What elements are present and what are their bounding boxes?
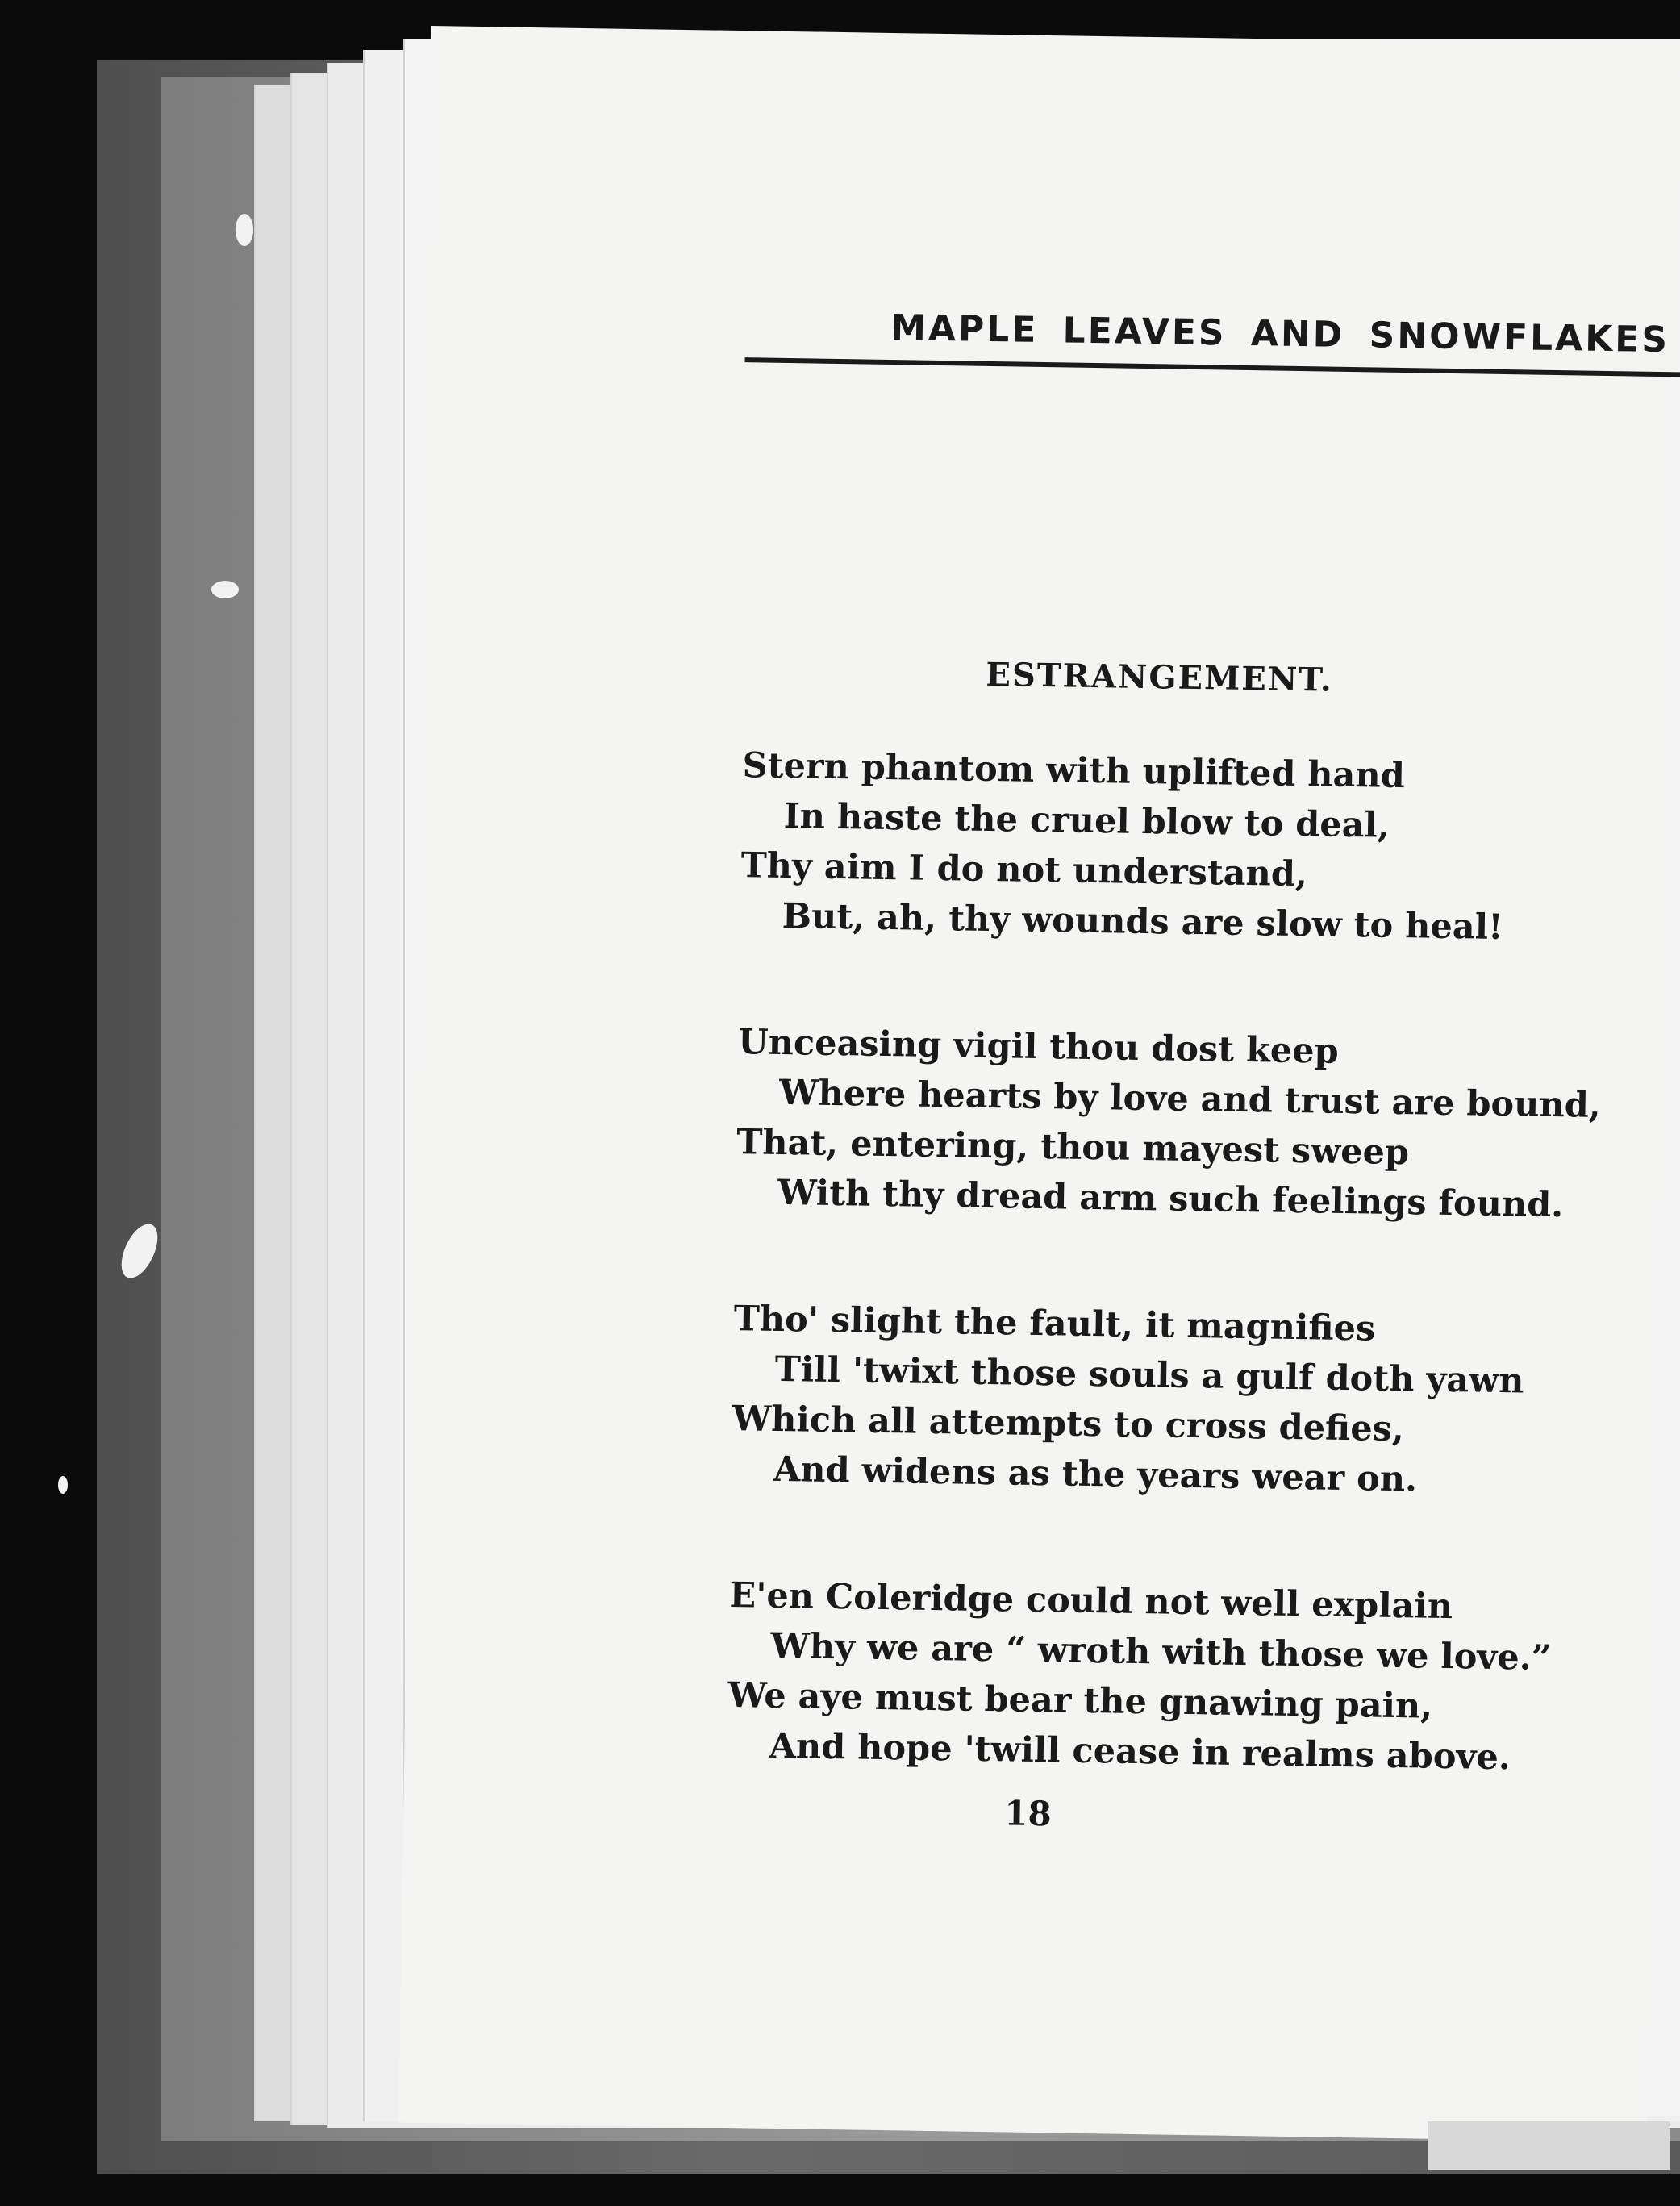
poem-line: And hope 'twill cease in realms above. (769, 1725, 1511, 1779)
poem-line: Why we are “ wroth with those we love.” (770, 1625, 1552, 1679)
scan-artifact (211, 581, 239, 598)
poem-line: Which all attempts to cross defies, (732, 1399, 1405, 1450)
poem-line: Where hearts by love and trust are bound, (778, 1072, 1602, 1126)
poem-line: Unceasing vigil thou dost keep (737, 1022, 1339, 1072)
poem-line: Tho' slight the fault, it magnifies (733, 1299, 1376, 1349)
book-page (398, 26, 1680, 2142)
poem-line: Stern phantom with uplifted hand (742, 745, 1406, 797)
poem-line: And widens as the years wear on. (773, 1449, 1418, 1500)
stanza-2 (736, 1017, 1626, 1231)
stanza-3 (731, 1294, 1621, 1508)
page-number: 18 (1003, 1793, 1053, 1834)
scan-artifact (58, 1476, 68, 1494)
poem-line: Till 'twixt those souls a gulf doth yawn (774, 1349, 1524, 1402)
poem-line: But, ah, thy wounds are slow to heal! (782, 895, 1504, 949)
scan-artifact (1428, 2121, 1670, 2170)
poem-body (726, 740, 1630, 1861)
poem-line: In haste the cruel blow to deal, (783, 795, 1390, 846)
poem-title: ESTRANGEMENT. (986, 655, 1334, 699)
stanza-1 (740, 740, 1630, 954)
poem-line: E'en Coleridge could not well explain (729, 1575, 1453, 1628)
poem-line: We aye must bear the gnawing pain, (727, 1675, 1433, 1727)
header-rule (744, 357, 1680, 377)
poem-line: With thy dread arm such feelings found. (777, 1172, 1564, 1226)
running-header: MAPLE LEAVES AND SNOWFLAKES (890, 307, 1670, 361)
stanza-4 (727, 1570, 1617, 1784)
scan-artifact (236, 214, 253, 246)
poem-line: That, entering, thou mayest sweep (736, 1122, 1410, 1174)
poem-line: Thy aim I do not understand, (740, 845, 1308, 895)
